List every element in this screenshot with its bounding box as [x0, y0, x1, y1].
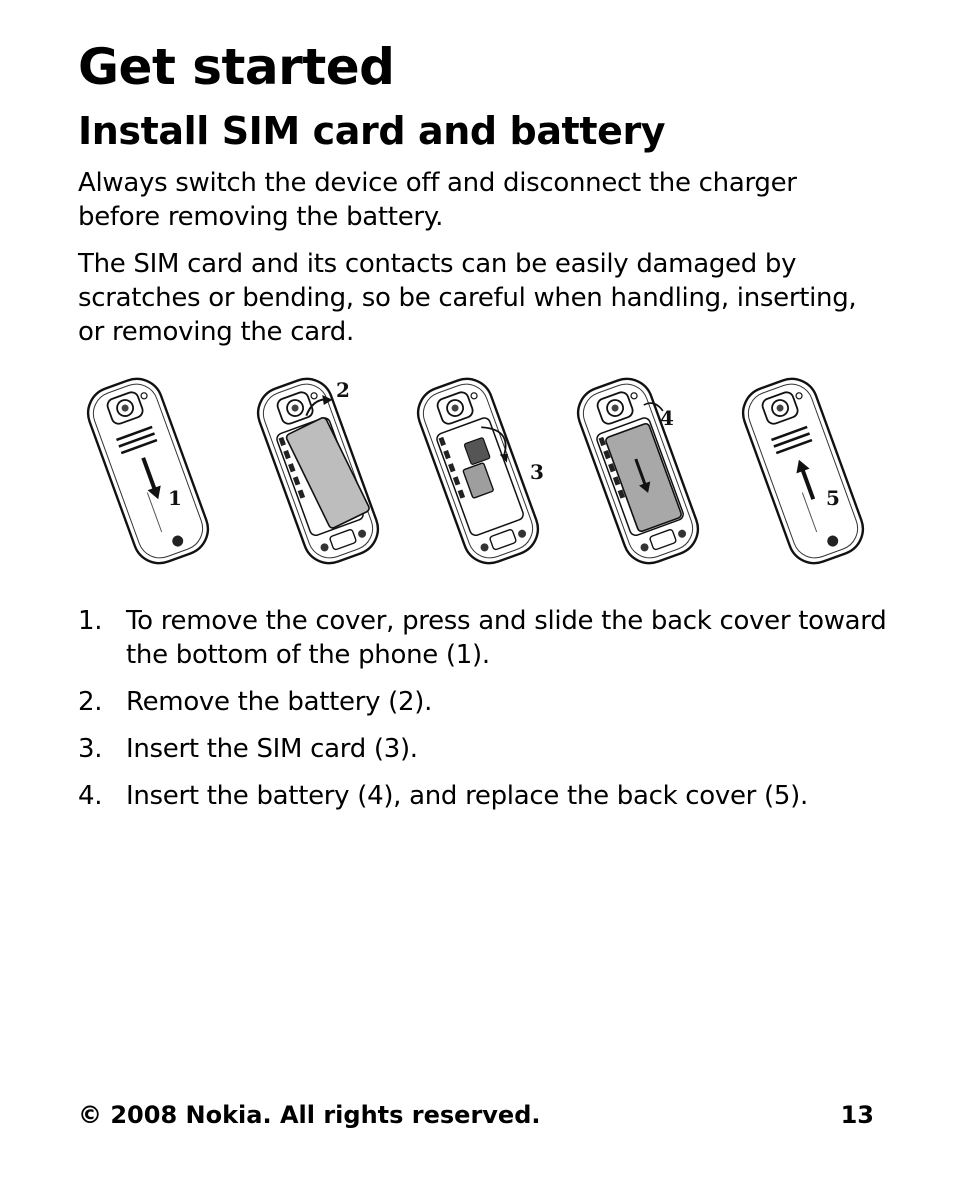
- step-number: 1.: [78, 606, 103, 636]
- step-text: Insert the SIM card (3).: [126, 734, 418, 764]
- step-text: Insert the battery (4), and replace the back cover (5).: [126, 781, 808, 811]
- list-item: [78, 604, 898, 672]
- phone-step-3: [411, 372, 545, 571]
- step-text: To remove the cover, press and slide the back cover toward the bottom of the phone (1).: [126, 606, 887, 670]
- callout-4: 4: [660, 406, 674, 430]
- paragraph-warning: Always switch the device off and disconnect the charger before removing the battery.: [78, 168, 797, 232]
- step-number: 3.: [78, 734, 103, 764]
- section-title: Install SIM card and battery: [78, 109, 666, 153]
- paragraph-sim-care: The SIM card and its contacts can be easily damaged by scratches or bending, so be careful when handling, inserting, or removing the card.: [78, 249, 857, 347]
- phone-step-1: [81, 372, 215, 571]
- copyright-notice: © 2008 Nokia. All rights reserved.: [78, 1101, 541, 1129]
- callout-1: 1: [168, 486, 182, 510]
- callout-5: 5: [826, 486, 840, 510]
- callout-2: 2: [336, 378, 350, 402]
- list-item: [78, 779, 898, 813]
- step-number: 4.: [78, 781, 103, 811]
- list-item: [78, 685, 898, 719]
- page-number: 13: [840, 1101, 874, 1129]
- list-item: [78, 732, 898, 766]
- sim-battery-illustration: [68, 368, 884, 578]
- callout-3: 3: [530, 460, 544, 484]
- step-text: Remove the battery (2).: [126, 687, 433, 717]
- phone-step-2: [251, 372, 385, 571]
- phone-step-5: [736, 372, 870, 571]
- page-title: Get started: [78, 38, 395, 96]
- phone-step-4: [571, 369, 711, 570]
- step-number: 2.: [78, 687, 103, 717]
- steps-list: [78, 604, 898, 826]
